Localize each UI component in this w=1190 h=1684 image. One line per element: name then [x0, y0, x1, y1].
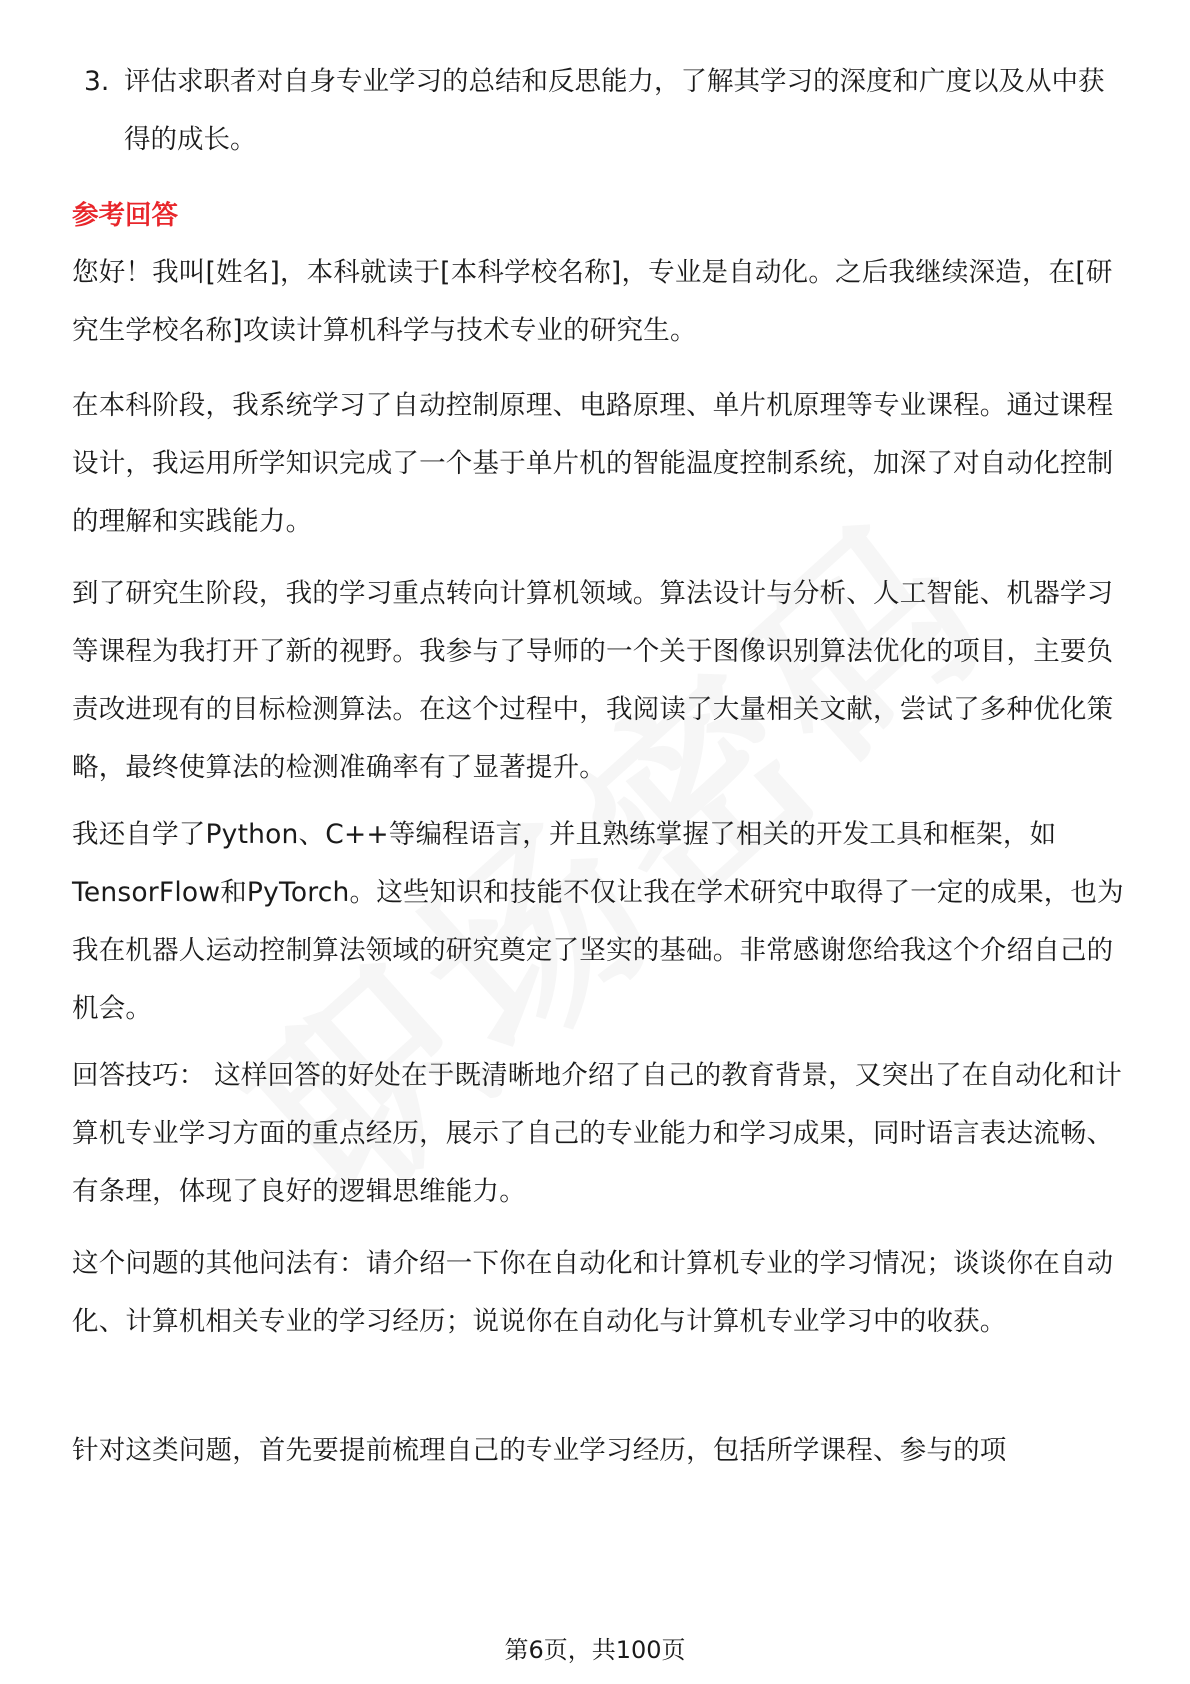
paragraph-graduate: 到了研究生阶段，我的学习重点转向计算机领域。算法设计与分析、人工智能、机器学习等课程为我打开了新的视野。我参与了导师的一个关于图像识别算法优化的项目，主要负责改进现有的目标检测算法。在这个过程中，我阅读了大量相关文献，尝试了多种优化策略，最终使算法的检测准确率有了显著提升。	[72, 578, 1114, 783]
paragraph-intro: 您好！我叫[姓名]，本科就读于[本科学校名称]，专业是自动化。之后我继续深造，在[研究生学校名称]攻读计算机科学与技术专业的研究生。	[72, 257, 1113, 346]
paragraph-tips: 回答技巧： 这样回答的好处在于既清晰地介绍了自己的教育背景，又突出了在自动化和计算机专业学习方面的重点经历，展示了自己的专业能力和学习成果，同时语言表达流畅、有条理，体现了良好的逻辑思维能力。	[72, 1060, 1122, 1207]
section-heading: 参考回答	[72, 200, 178, 231]
list-number: 3.	[84, 66, 110, 97]
paragraph-undergraduate: 在本科阶段，我系统学习了自动控制原理、电路原理、单片机原理等专业课程。通过课程设计，我运用所学知识完成了一个基于单片机的智能温度控制系统，加深了对自动化控制的理解和实践能力。	[72, 390, 1114, 537]
list-text: 评估求职者对自身专业学习的总结和反思能力，了解其学习的深度和广度以及从中获得的成长。	[124, 66, 1105, 155]
list-item	[84, 53, 1124, 169]
page-footer: 第6页，共100页	[504, 1636, 686, 1664]
paragraph-advice: 针对这类问题，首先要提前梳理自己的专业学习经历，包括所学课程、参与的项	[72, 1435, 1007, 1466]
paragraph-alternatives: 这个问题的其他问法有：请介绍一下你在自动化和计算机专业的学习情况；谈谈你在自动化、计算机相关专业的学习经历；说说你在自动化与计算机专业学习中的收获。	[72, 1248, 1114, 1337]
paragraph-skills: 我还自学了Python、C++等编程语言，并且熟练掌握了相关的开发工具和框架，如TensorFlow和PyTorch。这些知识和技能不仅让我在学术研究中取得了一定的成果，也为我在机器人运动控制算法领域的研究奠定了坚实的基础。非常感谢您给我这个介绍自己的机会。	[72, 819, 1124, 1024]
